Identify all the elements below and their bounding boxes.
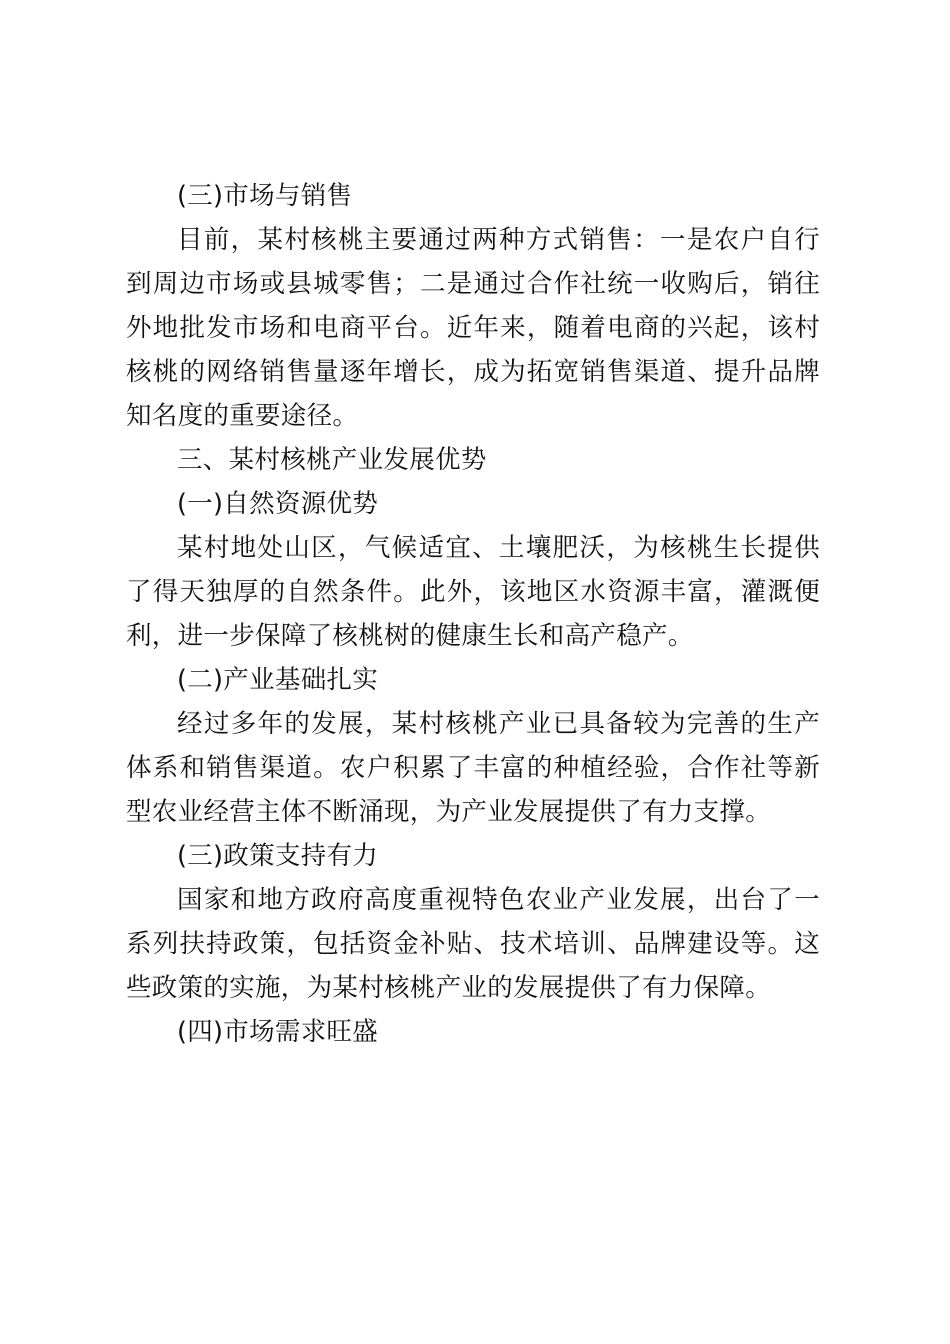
section-heading-market-sales: (三)市场与销售 xyxy=(177,181,353,211)
section-heading-policy-support: (三)政策支持有力 xyxy=(177,841,379,871)
paragraph-policy-support: 国家和地方政府高度重视特色农业产业发展，出台了一系列扶持政策，包括资金补贴、技术培训、品牌建设等。这些政策的实施，为某村核桃产业的发展提供了有力保障。 xyxy=(126,885,820,1003)
section-heading-industry-foundation: (二)产业基础扎实 xyxy=(177,665,379,695)
paragraph-natural-resources: 某村地处山区，气候适宜、土壤肥沃，为核桃生长提供了得天独厚的自然条件。此外，该地区水资源丰富，灌溉便利，进一步保障了核桃树的健康生长和高产稳产。 xyxy=(126,533,820,651)
section-heading-natural-resources: (一)自然资源优势 xyxy=(177,489,379,519)
chapter-heading-advantages: 三、某村核桃产业发展优势 xyxy=(177,445,487,475)
document-body xyxy=(126,174,820,1054)
section-heading-market-demand: (四)市场需求旺盛 xyxy=(177,1017,379,1047)
paragraph-market-sales: 目前，某村核桃主要通过两种方式销售：一是农户自行到周边市场或县城零售；二是通过合作社统一收购后，销往外地批发市场和电商平台。近年来，随着电商的兴起，该村核桃的网络销售量逐年增长，成为拓宽销售渠道、提升品牌知名度的重要途径。 xyxy=(126,225,820,431)
paragraph-industry-foundation: 经过多年的发展，某村核桃产业已具备较为完善的生产体系和销售渠道。农户积累了丰富的种植经验，合作社等新型农业经营主体不断涌现，为产业发展提供了有力支撑。 xyxy=(126,709,820,827)
